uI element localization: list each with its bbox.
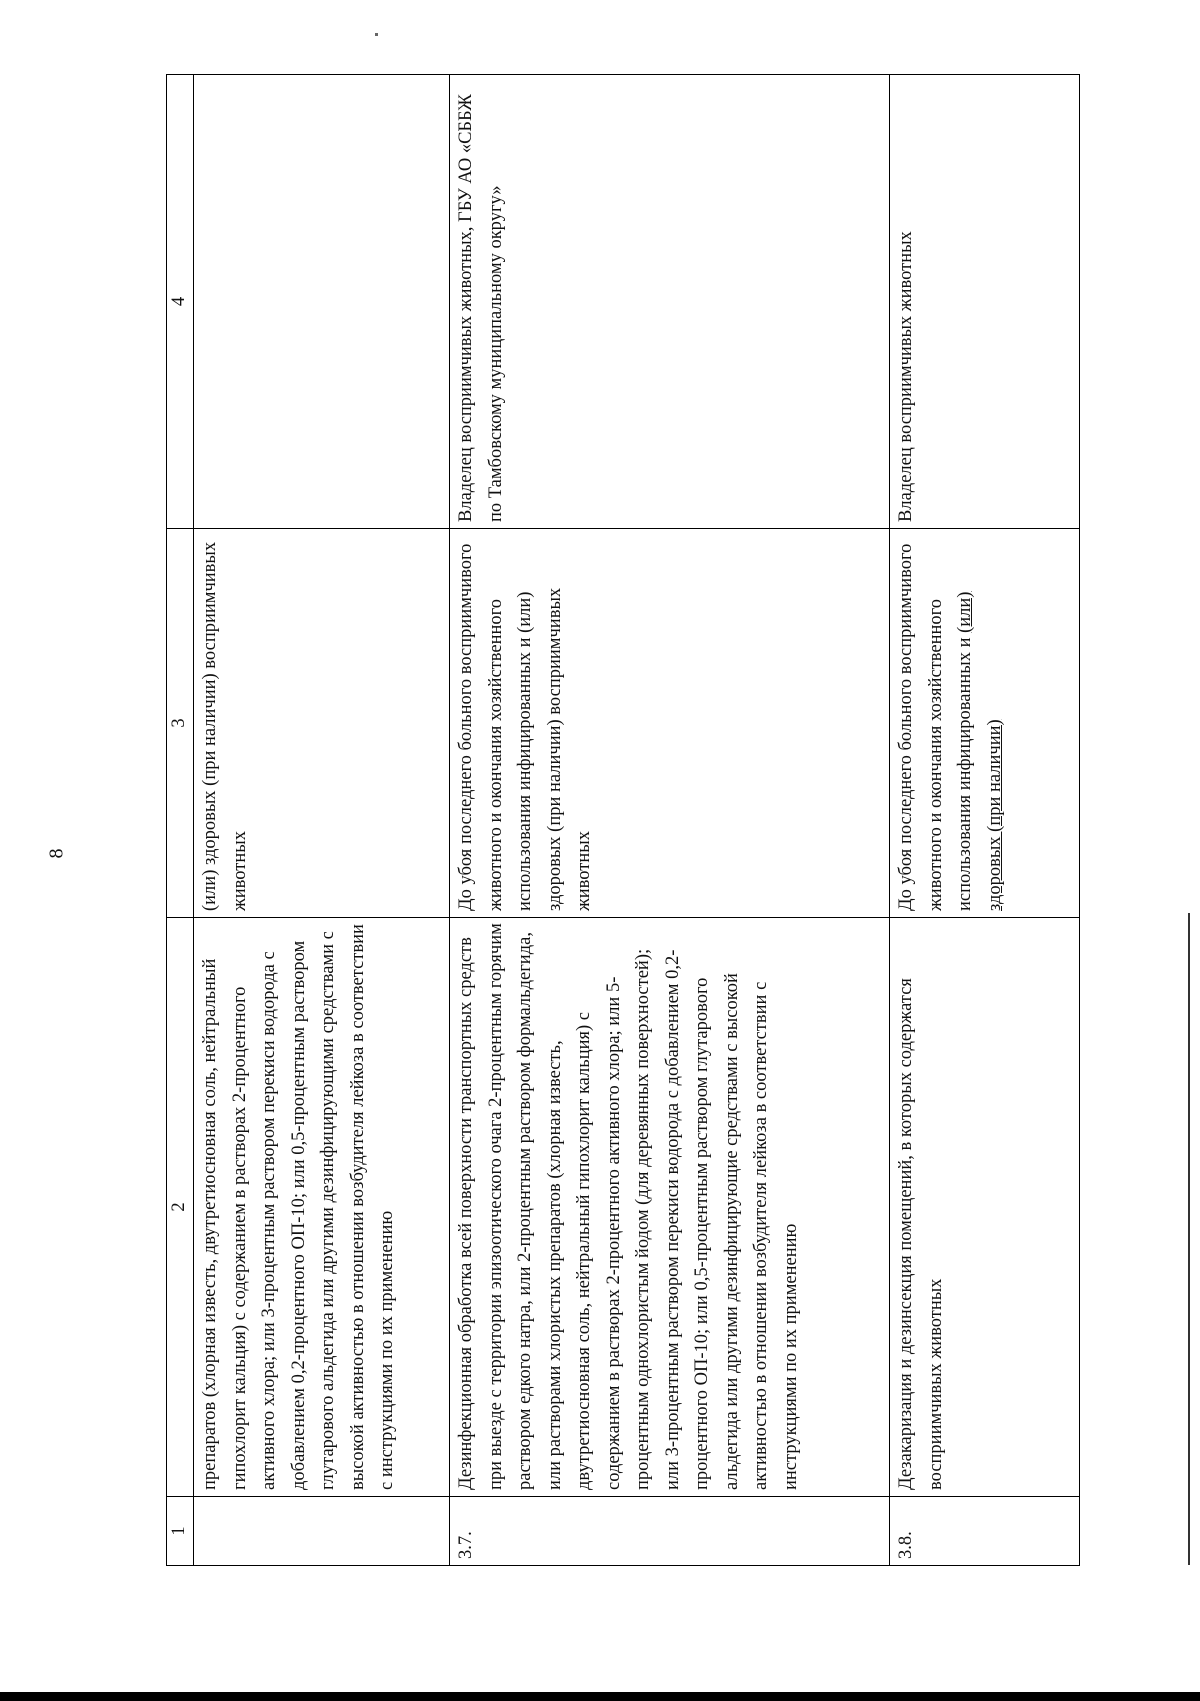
measures-table	[166, 74, 1080, 1566]
scan-edge-line	[1188, 913, 1190, 1565]
header-col-4: 4	[167, 75, 194, 529]
row-number: 3.7.	[450, 1497, 890, 1566]
table-row	[890, 75, 1080, 1566]
header-col-2: 2	[167, 918, 194, 1497]
responsible-cell: Владелец восприимчивых животных, ГБУ АО «СББЖ по Тамбовскому муниципальному округу»	[450, 75, 890, 529]
scan-speck	[375, 33, 378, 36]
term-text-cut: (или) здоровых (при наличии)	[955, 591, 1005, 911]
term-cell: До убоя последнего больного восприимчивого животного и окончания хозяйственного использования инфицированных и (или) здоровых (при наличии) восприимчивых животных	[450, 529, 890, 918]
table-header-row	[167, 75, 194, 1566]
measure-cell: Дезакаризация и дезинсекция помещений, в которых содержатся восприимчивых животных	[890, 918, 1080, 1497]
header-col-1: 1	[167, 1497, 194, 1566]
responsible-cell	[194, 75, 450, 529]
page-number: 8	[45, 848, 68, 859]
table-row	[194, 75, 450, 1566]
responsible-cell: Владелец восприимчивых животных	[890, 75, 1080, 529]
table-row	[450, 75, 890, 1566]
rotated-page-content	[166, 94, 1080, 1566]
scan-bottom-bar	[0, 1692, 1200, 1701]
row-number: 3.8.	[890, 1497, 1080, 1566]
term-cell	[890, 529, 1080, 918]
term-cell: (или) здоровых (при наличии) восприимчивых животных	[194, 529, 450, 918]
row-number	[194, 1497, 450, 1566]
measure-cell: препаратов (хлорная известь, двутретиосновная соль, нейтральный гипохлорит кальция) с содержанием в растворах 2-процентного активного хлора; или 3-процентным раствором перекиси водорода с добавлением 0,2-процентного ОП-10; или 0,5-процентным раствором глутарового альдегида или другими дезинфицирующими средствами с высокой активностью в отношении возбудителя лейкоза в соответствии с инструкциями по их применению	[194, 918, 450, 1497]
term-text: До убоя последнего больного восприимчивого животного и окончания хозяйственного использования инфицированных и	[896, 543, 975, 911]
measure-cell: Дезинфекционная обработка всей поверхности транспортных средств при выезде с территории эпизоотического очага 2-процентным горячим раствором едкого натра, или 2-процентным раствором формальдегида, или растворами хлористых препаратов (хлорная известь, двутретиосновная соль, нейтральный гипохлорит кальция) с содержанием в растворах 2-процентного активного хлора; или 5-процентным однохлористым йодом (для деревянных поверхностей); или 3-процентным раствором перекиси водорода с добавлением 0,2-процентного ОП-10; или 0,5-процентным раствором глутарового альдегида или другими дезинфицирующие средствами с высокой активностью в отношении возбудителя лейкоза в соответствии с инструкциями по их применению	[450, 918, 890, 1497]
header-col-3: 3	[167, 529, 194, 918]
